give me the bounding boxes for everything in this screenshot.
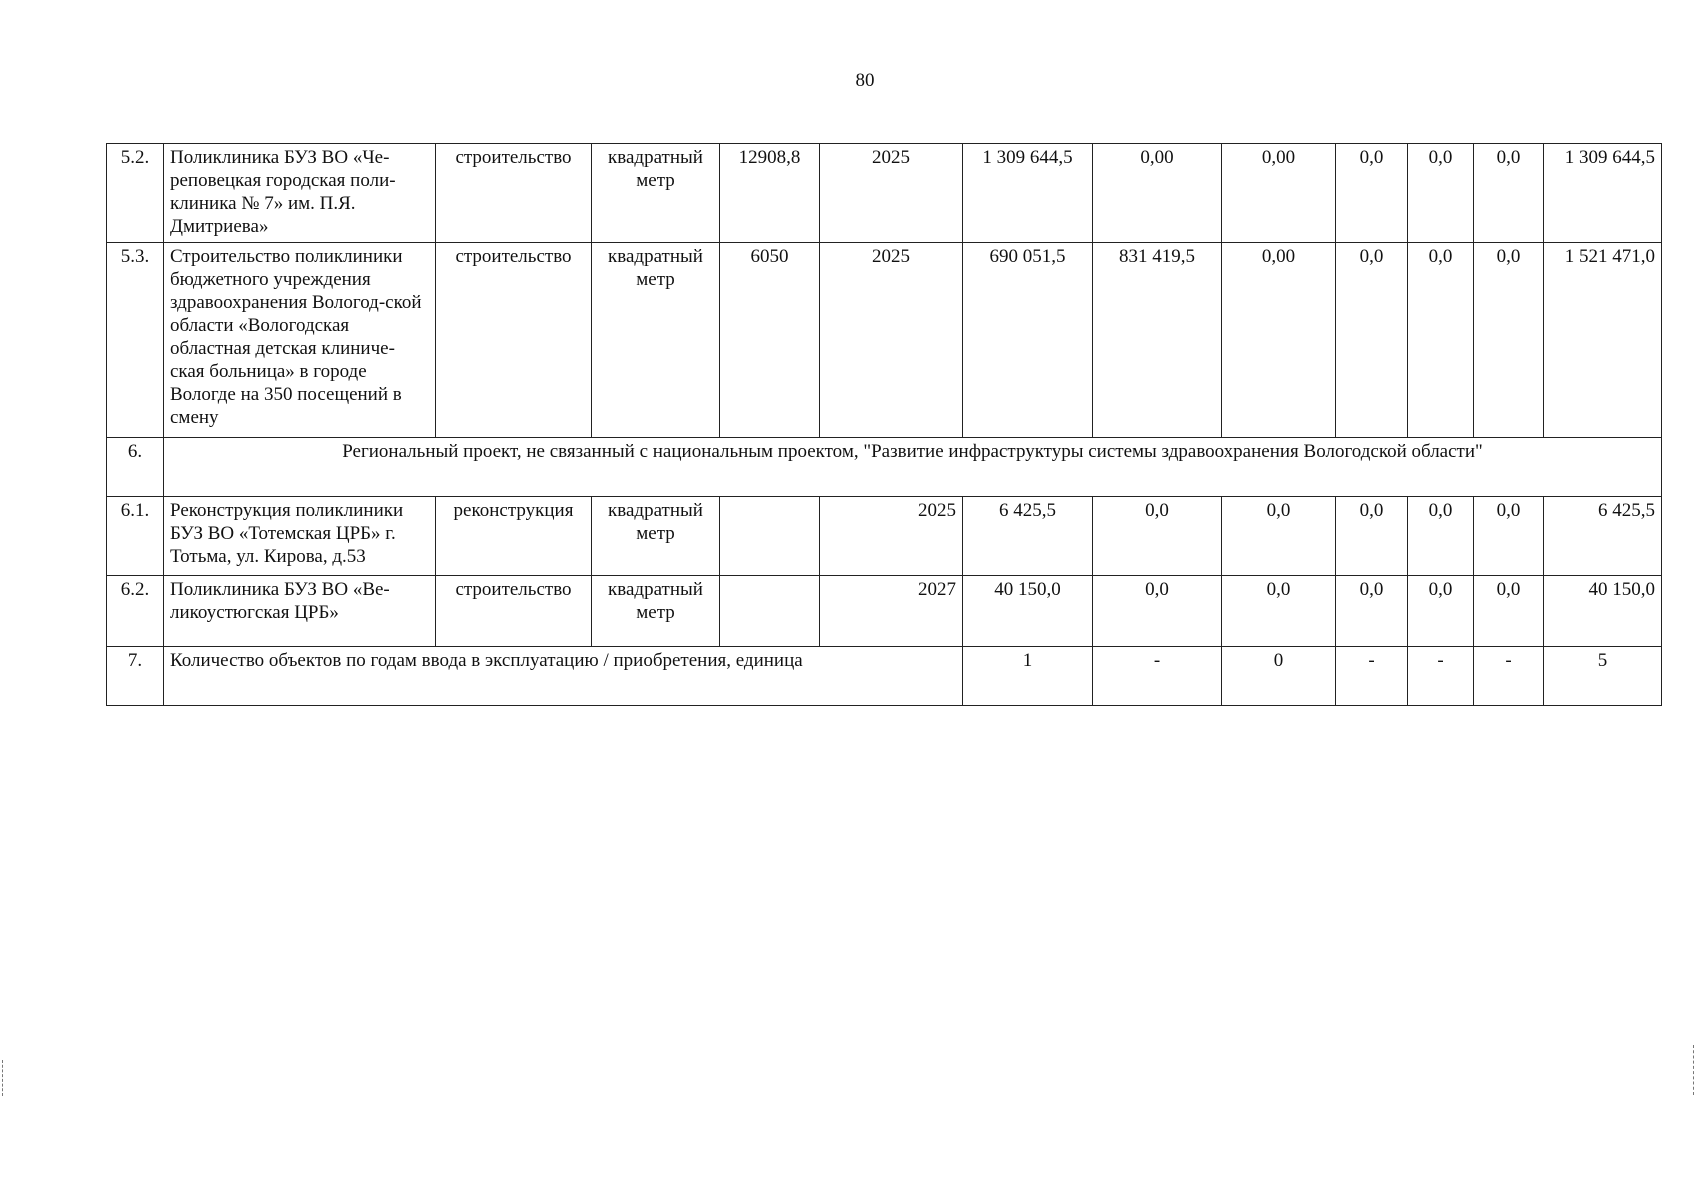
value-1: 6 425,5 <box>963 497 1093 576</box>
work-type: строительство <box>436 576 592 647</box>
right-margin-mark <box>1693 1045 1696 1095</box>
value-5: 0,0 <box>1408 144 1474 243</box>
object-name: Строительство поликлиники бюджетного учреждения здравоохранения Вологод-ской области «Вологодская областная детская клиниче-ская больница» в городе Вологде на 350 посещений в смену <box>164 243 436 438</box>
object-name: Поликлиника БУЗ ВО «Ве-ликоустюгская ЦРБ» <box>164 576 436 647</box>
value-6: 0,0 <box>1474 497 1544 576</box>
total: 1 309 644,5 <box>1544 144 1662 243</box>
capacity <box>720 497 820 576</box>
value-1: 1 <box>963 647 1093 706</box>
value-6: 0,0 <box>1474 243 1544 438</box>
total: 6 425,5 <box>1544 497 1662 576</box>
value-6: 0,0 <box>1474 144 1544 243</box>
unit: квадратный метр <box>592 144 720 243</box>
object-name: Реконструкция поликлиники БУЗ ВО «Тотемская ЦРБ» г. Тотьма, ул. Кирова, д.53 <box>164 497 436 576</box>
section-row <box>107 438 1662 497</box>
row-number: 6. <box>107 438 164 497</box>
value-1: 690 051,5 <box>963 243 1093 438</box>
value-4: 0,0 <box>1336 144 1408 243</box>
year: 2025 <box>820 144 963 243</box>
value-3: 0 <box>1222 647 1336 706</box>
unit: квадратный метр <box>592 576 720 647</box>
section-title: Региональный проект, не связанный с национальным проектом, "Развитие инфраструктуры системы здравоохранения Вологодской области" <box>164 438 1662 497</box>
row-number: 6.2. <box>107 576 164 647</box>
page-number: 80 <box>855 70 875 91</box>
table-row <box>107 576 1662 647</box>
object-name: Поликлиника БУЗ ВО «Че-реповецкая городская поли-клиника № 7» им. П.Я. Дмитриева» <box>164 144 436 243</box>
value-2: 831 419,5 <box>1093 243 1222 438</box>
value-3: 0,00 <box>1222 243 1336 438</box>
capacity: 6050 <box>720 243 820 438</box>
table-row <box>107 497 1662 576</box>
total: 5 <box>1544 647 1662 706</box>
value-2: 0,0 <box>1093 576 1222 647</box>
value-3: 0,0 <box>1222 576 1336 647</box>
value-6: 0,0 <box>1474 576 1544 647</box>
capacity <box>720 576 820 647</box>
row-number: 5.2. <box>107 144 164 243</box>
value-2: - <box>1093 647 1222 706</box>
value-5: 0,0 <box>1408 576 1474 647</box>
row-number: 6.1. <box>107 497 164 576</box>
value-4: 0,0 <box>1336 497 1408 576</box>
value-5: 0,0 <box>1408 243 1474 438</box>
total: 1 521 471,0 <box>1544 243 1662 438</box>
table-row <box>107 243 1662 438</box>
year: 2025 <box>820 243 963 438</box>
value-6: - <box>1474 647 1544 706</box>
value-2: 0,00 <box>1093 144 1222 243</box>
value-3: 0,00 <box>1222 144 1336 243</box>
work-type: строительство <box>436 144 592 243</box>
work-type: реконструкция <box>436 497 592 576</box>
row-number: 7. <box>107 647 164 706</box>
summary-label: Количество объектов по годам ввода в эксплуатацию / приобретения, единица <box>164 647 963 706</box>
value-1: 40 150,0 <box>963 576 1093 647</box>
value-4: 0,0 <box>1336 243 1408 438</box>
left-margin-mark <box>2 1060 5 1096</box>
total: 40 150,0 <box>1544 576 1662 647</box>
value-2: 0,0 <box>1093 497 1222 576</box>
value-4: 0,0 <box>1336 576 1408 647</box>
work-type: строительство <box>436 243 592 438</box>
value-5: 0,0 <box>1408 497 1474 576</box>
capacity: 12908,8 <box>720 144 820 243</box>
unit: квадратный метр <box>592 497 720 576</box>
unit: квадратный метр <box>592 243 720 438</box>
summary-row <box>107 647 1662 706</box>
value-5: - <box>1408 647 1474 706</box>
year: 2027 <box>820 576 963 647</box>
investment-objects-table <box>106 143 1662 706</box>
value-1: 1 309 644,5 <box>963 144 1093 243</box>
value-4: - <box>1336 647 1408 706</box>
row-number: 5.3. <box>107 243 164 438</box>
value-3: 0,0 <box>1222 497 1336 576</box>
year: 2025 <box>820 497 963 576</box>
table-row <box>107 144 1662 243</box>
